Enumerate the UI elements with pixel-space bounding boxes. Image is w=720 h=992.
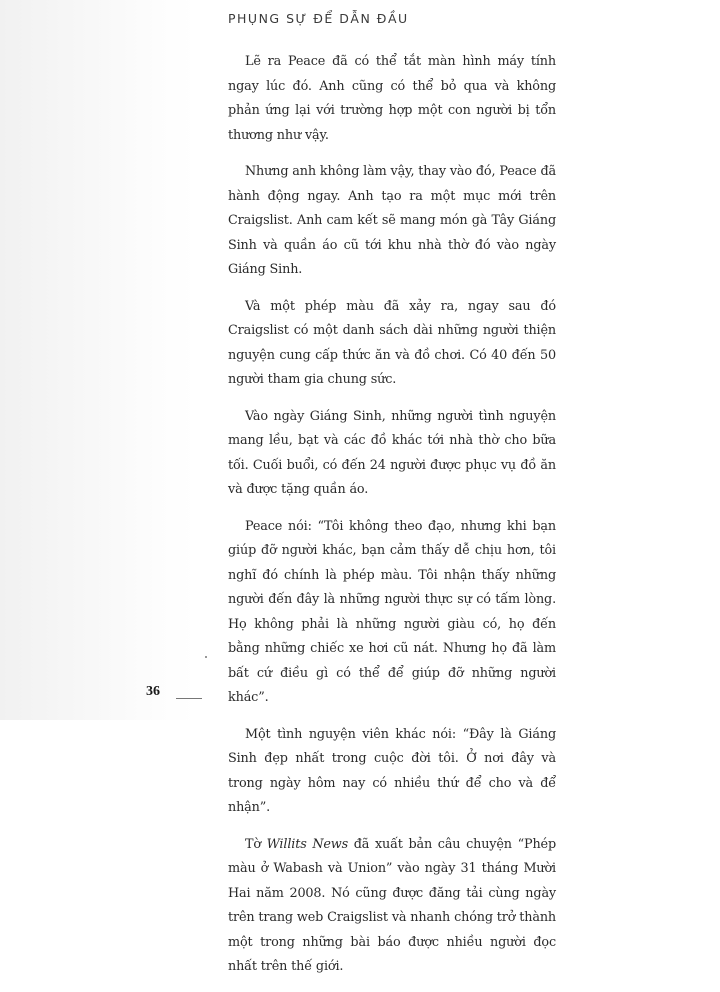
paragraph: Lẽ ra Peace đã có thể tắt màn hình máy tính ngay lúc đó. Anh cũng có thể bỏ qua và không phản ứng lại với trường hợp một con người bị tổn thương như vậy.	[228, 54, 556, 143]
paragraph: Peace nói: “Tôi không theo đạo, nhưng khi bạn giúp đỡ người khác, bạn cảm thấy dễ chịu hơn, tôi nghĩ đó chính là phép màu. Tôi nhận thấy những người đến đây là những người thực sự có tấm lòng. Họ không phải là những người giàu có, họ đến bằng những chiếc xe hơi cũ nát. Nhưng họ đã làm bất cứ điều gì có thể để giúp đỡ những người khác”.	[228, 518, 556, 705]
paragraph: Vào ngày Giáng Sinh, những người tình nguyện mang lều, bạt và các đồ khác tới nhà thờ cho bữa tối. Cuối buổi, có đến 24 người được phục vụ đồ ăn và được tặng quần áo.	[228, 408, 556, 497]
paragraph-lead: Tờ	[245, 836, 267, 852]
paragraph: Nhưng anh không làm vậy, thay vào đó, Peace đã hành động ngay. Anh tạo ra một mục mới trên Craigslist. Anh cam kết sẽ mang món gà Tây Giáng Sinh và quần áo cũ tới khu nhà thờ đó vào ngày Giáng Sinh.	[228, 164, 556, 277]
page-number: 36	[146, 684, 160, 699]
paragraph: Và một phép màu đã xảy ra, ngay sau đó Craigslist có một danh sách dài những người thiện nguyện cung cấp thức ăn và đồ chơi. Có 40 đến 50 người tham gia chung sức.	[228, 298, 556, 387]
body-text	[228, 50, 556, 992]
paragraph-last	[228, 833, 556, 980]
page-number-rule	[176, 698, 202, 699]
paragraph-rest: đã xuất bản câu chuyện “Phép màu ở Wabash và Union” vào ngày 31 tháng Mười Hai năm 2008. Nó cũng được đăng tải cùng ngày trên trang web Craigslist và nhanh chóng trở thành một trong những bài báo được nhiều người đọc nhất trên thế giới.	[228, 836, 557, 974]
page-edge-shadow	[0, 0, 196, 720]
running-header: PHỤNG SỰ ĐỂ DẪN ĐẦU	[228, 11, 409, 26]
paragraph: Một tình nguyện viên khác nói: “Đây là Giáng Sinh đẹp nhất trong cuộc đời tôi. Ở nơi đây và trong ngày hôm nay có nhiều thứ để cho và để nhận”.	[228, 726, 556, 815]
print-speck	[205, 656, 207, 658]
newspaper-title: Willits News	[266, 836, 349, 852]
